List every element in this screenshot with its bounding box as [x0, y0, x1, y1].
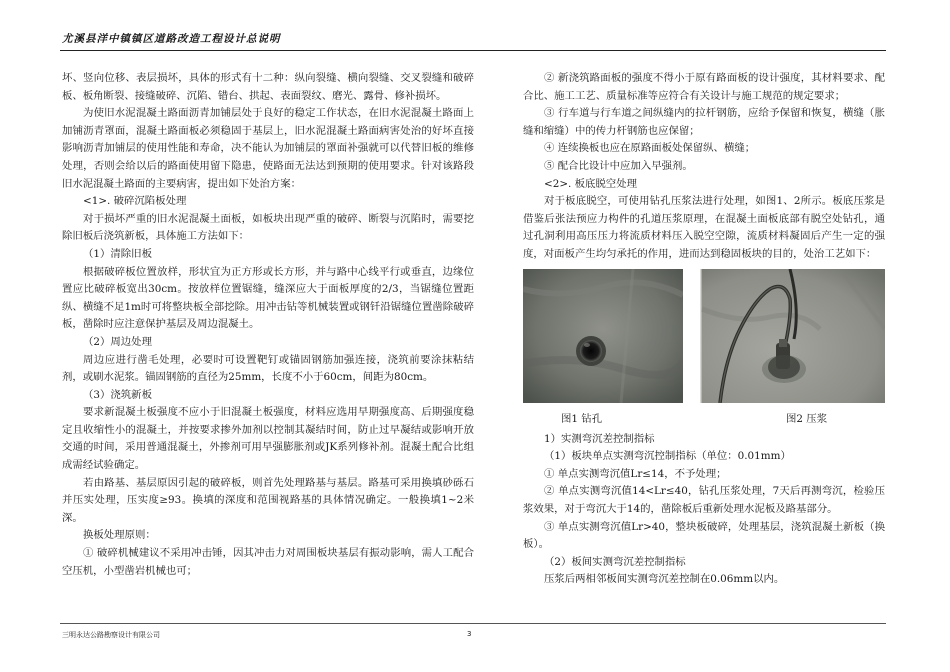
paragraph: 对于板底脱空，可使用钻孔压浆法进行处理，如图1、2所示。板底压浆是借鉴后张法预应力构件的孔道压浆原理，在混凝土面板底部有脱空处钻孔，通过孔洞利用高压压力将流质材料压入脱空空隙，流质材料凝固后产生一定的强度，对面板产生均匀承托的作用，进而达到稳固板块的目的，处治工艺如下：	[523, 195, 885, 260]
paragraph: 坏、竖向位移、表层损坏，具体的形式有十二种：纵向裂缝、横向裂缝、交叉裂缝和破碎板、板角断裂、接缝破碎、沉陷、错台、拱起、表面裂纹、磨光、露骨、修补损坏。	[62, 72, 474, 102]
grouting-photo	[700, 269, 885, 403]
paragraph: 周边应进行凿毛处理，必要时可设置靶钉或锚固钢筋加强连接，浇筑前要涂抹粘结剂，或刷水泥浆。锚固钢筋的直径为25mm，长度不小于60cm，间距为80cm。	[62, 353, 474, 384]
paragraph: 压浆后两相邻板间实测弯沉差控制在0.06mm以内。	[544, 573, 785, 586]
document-header-title: 尤溪县洋中镇镇区道路改造工程设计总说明	[62, 33, 281, 45]
list-item: ① 单点实测弯沉值Lr≤14，不予处理；	[544, 467, 727, 480]
figure-captions	[523, 411, 885, 431]
list-item: ④ 连续换板也应在原路面板处保留纵、横缝；	[544, 142, 756, 155]
paragraph: 换板处理原则：	[83, 529, 156, 542]
paragraph: 若由路基、基层原因引起的破碎板，则首先处理路基与基层。路基可采用换填砂砾石并压实处理，压实度≥93。换填的深度和范围视路基的具体情况确定。一般换填1~2米深。	[62, 476, 474, 524]
section-heading: <2>. 板底脱空处理	[544, 177, 637, 190]
footer-divider	[60, 623, 886, 624]
paragraph: 要求新混凝土板强度不应小于旧混凝土板强度，材料应选用早期强度高、后期强度稳定且收缩性小的混凝土，并按要求掺外加剂以控制其凝结时间，防止过早凝结或影响开放交通的时间，采用普通混凝土，外掺剂可用早强膨胀剂或JK系列修补剂。混凝土配合比组成需经试验确定。	[62, 406, 474, 472]
header-divider	[60, 50, 886, 51]
page-number: 3	[467, 630, 472, 638]
footer-company-name: 三明永达公路勘察设计有限公司	[62, 631, 160, 639]
subsection-heading: （3）浇筑新板	[83, 388, 152, 401]
figure-row	[523, 269, 885, 411]
paragraph: 根据破碎板位置放样，形状宜为正方形或长方形，并与路中心线平行或垂直，边缘位置应比破碎板宽出30cm。按放样位置锯缝，缝深应大于面板厚度的2/3，当锯缝位置距纵、横缝不足1m时可将整块板全部挖除。用冲击钻等机械装置或钢钎沿锯缝位置凿除破碎板，凿除时应注意保护基层及周边混凝土。	[62, 265, 474, 331]
section-heading: <1>. 破碎沉陷板处理	[83, 195, 187, 208]
list-item: ② 单点实测弯沉值14<Lr≤40，钻孔压浆处理，7天后再测弯沉，检验压浆效果，对于弯沉大于14的，凿除板后重新处理水泥板及路基部分。	[523, 485, 885, 515]
left-column	[62, 70, 474, 580]
paragraph: 对于损坏严重的旧水泥混凝土面板，如板块出现严重的破碎、断裂与沉陷时，需要挖除旧板后浇筑新板，具体施工方法如下：	[62, 212, 474, 243]
subsection-heading: （2）周边处理	[83, 335, 152, 348]
section-heading: 1）实测弯沉差控制指标	[544, 432, 655, 445]
figure-1-caption: 图1 钻孔	[561, 412, 603, 425]
list-item: ③ 单点实测弯沉值Lr>40，整块板破碎，处理基层，浇筑混凝土新板（换板）。	[523, 520, 885, 551]
paragraph: 为使旧水泥混凝土路面沥青加铺层处于良好的稳定工作状态，在旧水泥混凝土路面上加铺沥青罩面，混凝土路面板必须稳固于基层上，旧水泥混凝土路面病害处治的好坏直接影响沥青加铺层的使用性能和寿命，决不能认为加铺层的罩面补强就可以代替旧板的维修处理，否则会给以后的路面使用留下隐患，使路面无法达到预期的使用要求。针对该路段旧水泥混凝土路面的主要病害，提出如下处治方案：	[62, 107, 474, 190]
drilled-hole-photo	[523, 269, 683, 403]
list-item: ⑤ 配合比设计中应加入早强剂。	[544, 159, 693, 172]
right-column	[523, 70, 885, 589]
list-item: ② 新浇筑路面板的强度不得小于原有路面板的设计强度，其材料要求、配合比、施工工艺、质量标准等应符合有关设计与施工规范的规定要求；	[523, 72, 885, 102]
subsection-heading: （2）板间实测弯沉差控制指标	[544, 555, 686, 568]
subsection-heading: （1）清除旧板	[83, 247, 152, 260]
list-item: ① 破碎机械建议不采用冲击锤，因其冲击力对周围板块基层有振动影响，需人工配合空压机，小型凿岩机械也可；	[62, 547, 474, 577]
figure-2-caption: 图2 压浆	[786, 412, 828, 425]
subsection-heading: （1）板块单点实测弯沉控制指标（单位：0.01mm）	[544, 450, 791, 463]
list-item: ③ 行车道与行车道之间纵缝内的拉杆钢筋，应给予保留和恢复，横缝（胀缝和缩缝）中的传力杆钢筋也应保留；	[523, 107, 885, 137]
